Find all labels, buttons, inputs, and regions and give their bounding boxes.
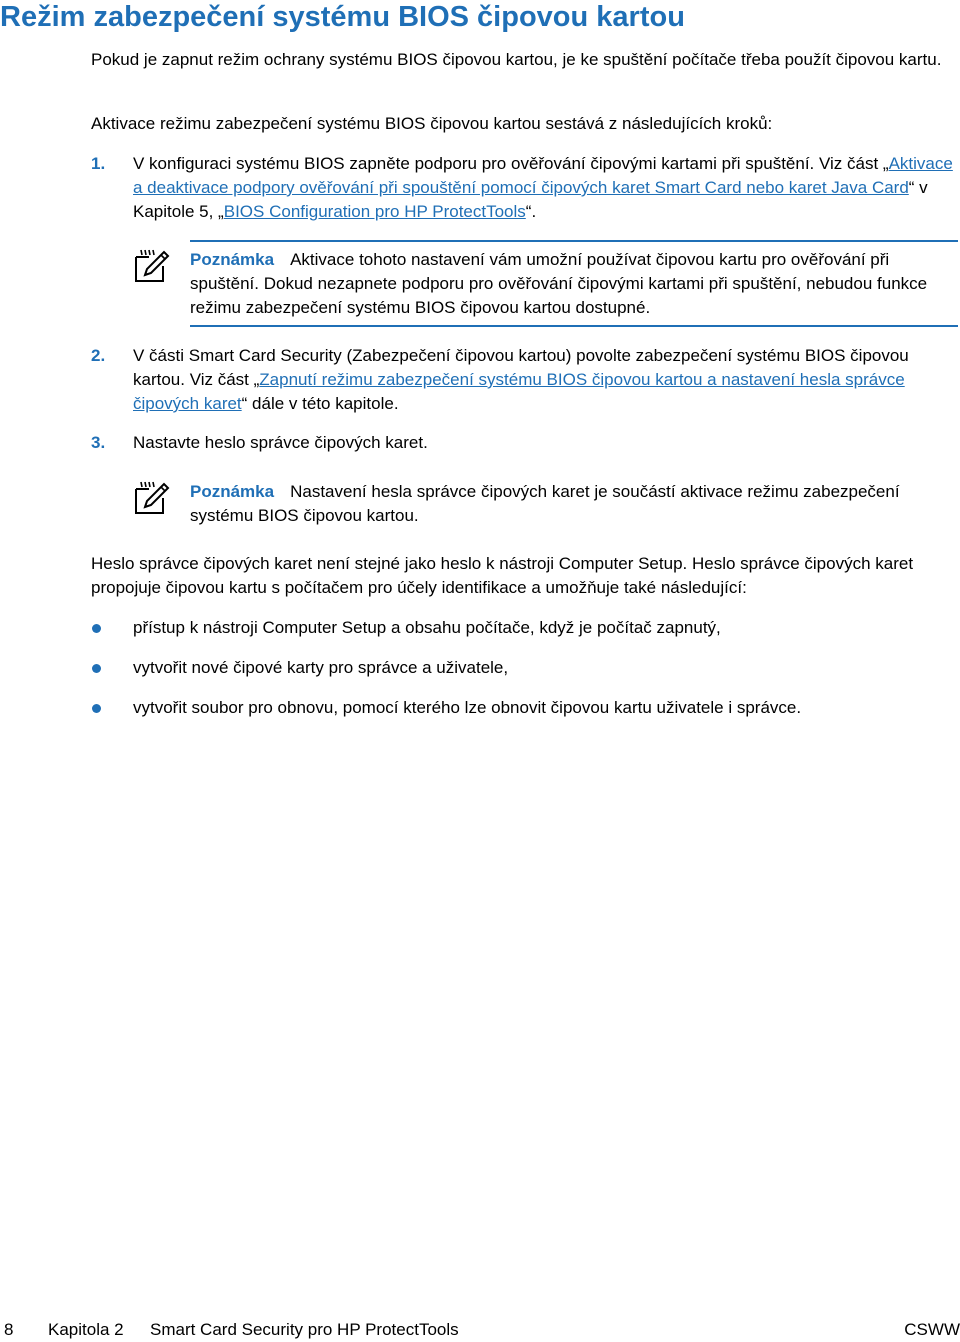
step-text: V konfiguraci systému BIOS zapněte podporu pro ověřování čipovými kartami při spuštění. Viz část „Aktivace a deaktivace podpory ověřování při spouštění pomocí čipových karet Smart Card nebo karet Java Card“ v Kapitole 5, „BIOS Configuration pro HP ProtectTools“.: [133, 154, 953, 221]
link-bios-configuration[interactable]: BIOS Configuration pro HP ProtectTools: [223, 202, 526, 221]
link-enable-bios-smart-card-security[interactable]: Zapnutí režimu zabezpečení systému BIOS čipovou kartou a nastavení hesla správce čipových karet: [133, 370, 905, 413]
step-number: 1.: [91, 154, 106, 173]
list-item: vytvořit soubor pro obnovu, pomocí kterého lze obnovit čipovou kartu uživatele i správce.: [91, 696, 957, 720]
note-2: [133, 472, 958, 532]
steps-intro: Aktivace režimu zabezpečení systému BIOS čipovou kartou sestává z následujících kroků:: [91, 114, 773, 133]
step-2: [91, 344, 957, 416]
page-title: Režim zabezpečení systému BIOS čipovou kartou: [0, 1, 685, 33]
footer-locale: CSWW: [904, 1320, 960, 1339]
step-number: 3.: [91, 433, 106, 452]
footer-chapter: Kapitola 2: [48, 1320, 124, 1339]
bullet-icon: [92, 624, 101, 633]
note-top-rule: [190, 240, 958, 242]
step-1: [91, 152, 957, 224]
page-number: 8: [4, 1320, 14, 1339]
step-text: Nastavte heslo správce čipových karet.: [133, 433, 428, 452]
note-label: Poznámka: [190, 250, 275, 269]
note-text: Poznámka Nastavení hesla správce čipových karet je součástí aktivace režimu zabezpečení systému BIOS čipovou kartou.: [190, 482, 900, 525]
footer-chapter-title: Smart Card Security pro HP ProtectTools: [150, 1320, 459, 1339]
step-text: V části Smart Card Security (Zabezpečení čipovou kartou) povolte zabezpečení systému BIOS čipovou kartou. Viz část „Zapnutí režimu zabezpečení systému BIOS čipovou kartou a nastavení hesla správce čipových karet“ dále v této kapitole.: [133, 346, 909, 413]
bullet-icon: [92, 704, 101, 713]
note-1: [133, 240, 958, 332]
note-bottom-rule: [190, 325, 958, 327]
list-item: přístup k nástroji Computer Setup a obsahu počítače, když je počítač zapnutý,: [91, 616, 957, 640]
note-text: Poznámka Aktivace tohoto nastavení vám umožní používat čipovou kartu pro ověřování při spuštění. Dokud nezapnete podporu pro ověřování čipovými kartami při spuštění, nebudou funkce režimu zabezpečení systému BIOS čipovou kartou dostupné.: [190, 250, 928, 317]
note-label: Poznámka: [190, 482, 275, 501]
summary-paragraph: Heslo správce čipových karet není stejné jako heslo k nástroji Computer Setup. Heslo správce čipových karet propojuje čipovou kartu s počítačem pro účely identifikace a umožňuje také následující:: [91, 554, 914, 597]
step-number: 2.: [91, 346, 106, 365]
note-pencil-icon: [133, 476, 173, 516]
link-smart-card-boot-support[interactable]: Aktivace a deaktivace podpory ověřování při spouštění pomocí čipových karet Smart Card nebo karet Java Card: [133, 154, 953, 197]
list-item: vytvořit nové čipové karty pro správce a uživatele,: [91, 656, 957, 680]
note-pencil-icon: [133, 244, 173, 284]
bullet-icon: [92, 664, 101, 673]
step-3: [91, 431, 957, 455]
intro-paragraph: Pokud je zapnut režim ochrany systému BIOS čipovou kartou, je ke spuštění počítače třeba použít čipovou kartu.: [91, 50, 942, 69]
